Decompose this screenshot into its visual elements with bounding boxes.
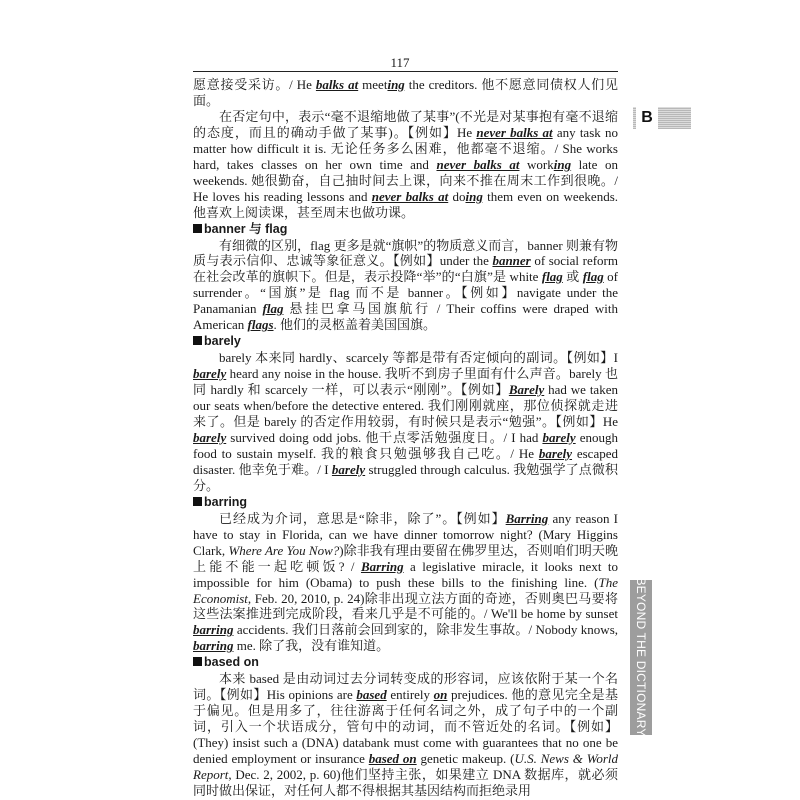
heading-text: based on	[204, 655, 259, 670]
text-column	[193, 77, 618, 799]
heading-square-icon	[193, 657, 202, 666]
keyword: ing	[553, 156, 572, 172]
section-tab-letter: B	[636, 107, 658, 129]
page-number: 117	[390, 55, 410, 70]
keyword: flags	[247, 317, 274, 333]
side-band-label: BEYOND THE DICTIONARY	[634, 577, 648, 737]
citation-title: U.S. News & World Report	[193, 751, 619, 782]
keyword: barely	[193, 366, 227, 382]
text-run: 已经成为介词，意思是“除非，除了”。【例如】	[219, 510, 506, 526]
keyword: ing	[387, 77, 405, 92]
entry-paragraph	[193, 511, 618, 655]
keyword: ing	[465, 188, 483, 204]
keyword: on	[433, 687, 448, 703]
keyword: flag	[582, 269, 604, 285]
entry-paragraph	[193, 77, 618, 109]
text-run: heard any noise in the house. 我听不到房子里面有什么声音。barely 也同 hardly 和 scarcely 一样，可以表示“刚刚”。【例如】	[193, 366, 618, 398]
text-run: work	[519, 156, 554, 172]
text-run: barely 本来同 hardly、scarcely 等都是带有否定倾向的副词。【例如】I	[219, 350, 618, 366]
header-rule	[193, 71, 618, 72]
entry-heading	[193, 655, 618, 671]
entry-paragraph	[193, 671, 618, 799]
heading-square-icon	[193, 497, 202, 506]
text-run: )除非我有理由要留在佛罗里达，否则咱们明天晚上能不能一起吃顿饭? /	[193, 542, 618, 574]
text-run: escaped disaster. 他幸免于难。/ I	[193, 445, 618, 477]
text-run: survived doing odd jobs. 他干点零活勉强度日。/ I had	[226, 429, 543, 445]
entry-paragraph	[193, 109, 618, 221]
heading-text: barely	[204, 334, 241, 349]
text-run: a legislative miracle, it looks next to impossible for him (Obama) to push these bills to the finishing line. (	[193, 558, 618, 590]
citation-title: Where Are You Now?	[228, 542, 340, 558]
text-run: enough food to sustain myself. 我的粮食只勉强够我自己吃。/ He	[193, 429, 618, 461]
text-run: struggled through calculus. 我勉强学了点微积分。	[193, 461, 619, 493]
text-run: entirely	[386, 687, 434, 703]
keyword: barely	[331, 461, 366, 477]
keyword: barring	[193, 638, 234, 654]
citation-title: The Economist	[193, 574, 618, 606]
keyword: never balks at	[371, 188, 449, 204]
text-run: accidents. 我们日落前会回到家的，除非发生事故。/ Nobody knows,	[233, 622, 618, 638]
keyword: Barring	[360, 558, 404, 574]
text-run: meet	[358, 77, 388, 92]
keyword: based on	[368, 751, 417, 767]
keyword: barely	[542, 429, 576, 445]
heading-square-icon	[193, 336, 202, 345]
text-run: of social reform 在社会改革的旗帜下。但是，表示投降“举”的“白旗”是 white	[193, 253, 618, 285]
text-run: them even on weekends. 他喜欢上阅读课，甚至周末也做功课。	[193, 188, 619, 220]
heading-text: barring	[204, 494, 248, 509]
text-run: me. 除了我，没有谁知道。	[233, 638, 390, 654]
text-run: 愿意接受采访。/ He	[193, 77, 316, 92]
text-run: . 他们的灵柩盖着美国国旗。	[273, 317, 437, 333]
keyword: never balks at	[436, 156, 520, 172]
text-run: 有细微的区别，flag 更多是就“旗帜”的物质意义而言，banner 则兼有物质与表示信仰、忠诚等象征意义。【例如】under the	[193, 237, 618, 269]
keyword: flag	[262, 301, 284, 317]
keyword: balks at	[315, 77, 359, 92]
keyword: never balks at	[476, 124, 553, 140]
text-run: 在否定句中，表示“毫不退缩地做了某事”(不光是对某事抱有毫不退缩的态度，而且的确动手做了某事)。【例如】He	[193, 108, 618, 140]
keyword: barely	[193, 429, 227, 445]
text-run: had we taken our seats when/before the detective entered. 我们刚刚就座，那位侦探就走进来了。但是 barely 的否定作用较弱，有时候只是表示“勉强”。【例如】He	[193, 382, 618, 430]
text-run: 本来 based 是由动词过去分词转变成的形容词，应该依附于某一个名词。【例如】His opinions are	[193, 671, 618, 703]
text-run: the creditors. 他不愿意同债权人们见面。	[193, 77, 618, 108]
text-run: late on weekends. 她很勤奋，自己抽时间去上课，向来不推在周末工作到很晚。/ He loves his reading lessons and	[193, 156, 618, 204]
keyword: Barring	[505, 510, 549, 526]
keyword: barely	[538, 445, 573, 461]
keyword: banner	[492, 253, 531, 269]
keyword: Barely	[508, 382, 545, 398]
keyword: based	[356, 687, 387, 703]
text-run: 悬挂巴拿马国旗航行 / Their coffins were draped with American	[193, 301, 618, 333]
text-run: any task no matter how difficult it is. 无论任务多么困难，他都毫不退缩。/ She works hard, takes classes on her own time and	[193, 124, 618, 172]
text-run: , Feb. 20, 2010, p. 24)除非出现立法方面的奇迹，否则奥巴马要将这些法案推进到完成阶段，看来几乎是不可能的。/ We'll be home by sunset	[193, 590, 618, 622]
keyword: flag	[541, 269, 563, 285]
entry-heading	[193, 222, 618, 238]
heading-text: banner 与 flag	[204, 221, 288, 236]
text-run: of surrender。“国旗”是 flag 而不是 banner。【例如】navigate under the Panamanian	[193, 269, 618, 317]
text-run: any reason I have to stay in Florida, can we have dinner tomorrow night? (Mary Higgins Clark,	[193, 510, 619, 558]
entry-paragraph	[193, 350, 618, 494]
text-run: , Dec. 2, 2002, p. 60)他们坚持主张，如果建立 DNA 数据库，就必须同时做出保证，对任何人都不得根据其基因结构而拒绝录用	[193, 766, 618, 798]
entry-paragraph	[193, 238, 618, 334]
entry-heading	[193, 334, 618, 350]
text-run: 或	[562, 269, 583, 285]
text-run: genetic makeup. (	[416, 751, 515, 767]
heading-square-icon	[193, 224, 202, 233]
keyword: barring	[193, 622, 234, 638]
text-run: prejudices. 他的意见完全是基于偏见。但是用多了，往往游离于任何名词之外，成了句子中的一个副词，引入一个状语成分，管句中的动词，而不管近处的名词。【例如】(They) insist such a (DNA) databank must come with guarantees that no one be denied employment or insurance	[193, 687, 618, 767]
entry-heading	[193, 495, 618, 511]
text-run: do	[448, 188, 466, 204]
